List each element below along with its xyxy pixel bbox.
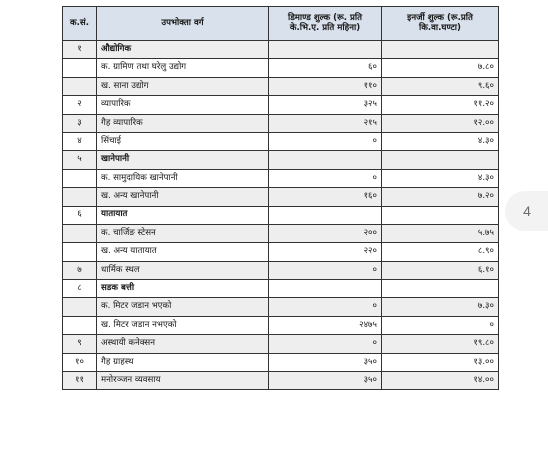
energy-charge-cell: ९.६० [382,77,499,95]
category-cell: ख. अन्य खानेपानी [97,188,269,206]
demand-charge-cell [269,280,382,298]
header-demand-charge: डिमाण्ड शुल्क (रू. प्रति के.भि.ए. प्रति महिना) [269,7,382,41]
demand-charge-cell: ६० [269,59,382,77]
page-number-badge: 4 [505,191,548,231]
table-row [63,243,499,261]
category-cell: ख. साना उद्योग [97,77,269,95]
serial-number-cell [63,224,97,242]
table-row [63,261,499,279]
table-row [63,41,499,59]
demand-charge-cell: ३२५ [269,96,382,114]
table-row [63,280,499,298]
energy-charge-cell: ५.७५ [382,224,499,242]
demand-charge-cell: ० [269,261,382,279]
energy-charge-cell: ७.२० [382,188,499,206]
energy-charge-cell: १२.०० [382,114,499,132]
serial-number-cell: ४ [63,132,97,150]
demand-charge-cell: १६० [269,188,382,206]
energy-charge-cell: ८.९० [382,243,499,261]
category-cell: अस्थायी कनेक्सन [97,335,269,353]
table-row [63,335,499,353]
serial-number-cell [63,188,97,206]
serial-number-cell [63,169,97,187]
table-row [63,59,499,77]
serial-number-cell: २ [63,96,97,114]
table-row [63,132,499,150]
table-row [63,206,499,224]
table-row [63,353,499,371]
serial-number-cell [63,59,97,77]
table-row [63,316,499,334]
serial-number-cell [63,316,97,334]
energy-charge-cell: १४.०० [382,372,499,390]
energy-charge-cell [382,151,499,169]
serial-number-cell: ३ [63,114,97,132]
category-cell: गैह व्यापारिक [97,114,269,132]
serial-number-cell [63,77,97,95]
demand-charge-cell: ० [269,298,382,316]
demand-charge-cell [269,206,382,224]
demand-charge-cell: ३५० [269,372,382,390]
demand-charge-cell [269,41,382,59]
demand-charge-cell: २४७५ [269,316,382,334]
category-cell: सिंचाई [97,132,269,150]
table-row [63,372,499,390]
energy-charge-cell: ७.८० [382,59,499,77]
table-row [63,224,499,242]
table-row [63,151,499,169]
demand-charge-cell: ११० [269,77,382,95]
table-row [63,169,499,187]
category-cell: सडक बत्ती [97,280,269,298]
energy-charge-cell [382,41,499,59]
energy-charge-cell: ४.३० [382,132,499,150]
serial-number-cell: १ [63,41,97,59]
serial-number-cell: ९ [63,335,97,353]
energy-charge-cell [382,206,499,224]
demand-charge-cell: ३५० [269,353,382,371]
category-cell: औद्योगिक [97,41,269,59]
category-cell: खानेपानी [97,151,269,169]
table-row [63,114,499,132]
demand-charge-cell: २०० [269,224,382,242]
table-row [63,298,499,316]
category-cell: क. मिटर जडान भएको [97,298,269,316]
table-row [63,77,499,95]
header-category: उपभोक्ता वर्ग [97,7,269,41]
serial-number-cell: १० [63,353,97,371]
table-body [63,41,499,390]
energy-charge-cell [382,280,499,298]
demand-charge-cell: २१५ [269,114,382,132]
energy-charge-cell: १९.८० [382,335,499,353]
header-energy-charge: इनर्जी शुल्क (रू.प्रति कि.वा.घण्टा) [382,7,499,41]
energy-charge-cell: ० [382,316,499,334]
category-cell: ख. मिटर जडान नभएको [97,316,269,334]
energy-charge-cell: ७.३० [382,298,499,316]
serial-number-cell: ७ [63,261,97,279]
category-cell: गैह ग्राहस्थ [97,353,269,371]
demand-charge-cell [269,151,382,169]
tariff-table [62,6,499,390]
table-row [63,188,499,206]
demand-charge-cell: २२० [269,243,382,261]
serial-number-cell [63,298,97,316]
category-cell: धार्मिक स्थल [97,261,269,279]
category-cell: यातायात [97,206,269,224]
category-cell: क. सामुदायिक खानेपानी [97,169,269,187]
demand-charge-cell: ० [269,132,382,150]
table-row [63,96,499,114]
energy-charge-cell: ४.३० [382,169,499,187]
table-header-row [63,7,499,41]
demand-charge-cell: ० [269,335,382,353]
category-cell: मनोरञ्जन व्यवसाय [97,372,269,390]
serial-number-cell: ५ [63,151,97,169]
serial-number-cell [63,243,97,261]
serial-number-cell: ६ [63,206,97,224]
category-cell: व्यापारिक [97,96,269,114]
category-cell: क. ग्रामिण तथा घरेलु उद्योग [97,59,269,77]
energy-charge-cell: ११.२० [382,96,499,114]
serial-number-cell: ८ [63,280,97,298]
demand-charge-cell: ० [269,169,382,187]
energy-charge-cell: ६.१० [382,261,499,279]
category-cell: क. चार्जिङ स्टेसन [97,224,269,242]
header-sn: क.सं. [63,7,97,41]
category-cell: ख. अन्य यातायात [97,243,269,261]
serial-number-cell: ११ [63,372,97,390]
energy-charge-cell: १३.०० [382,353,499,371]
